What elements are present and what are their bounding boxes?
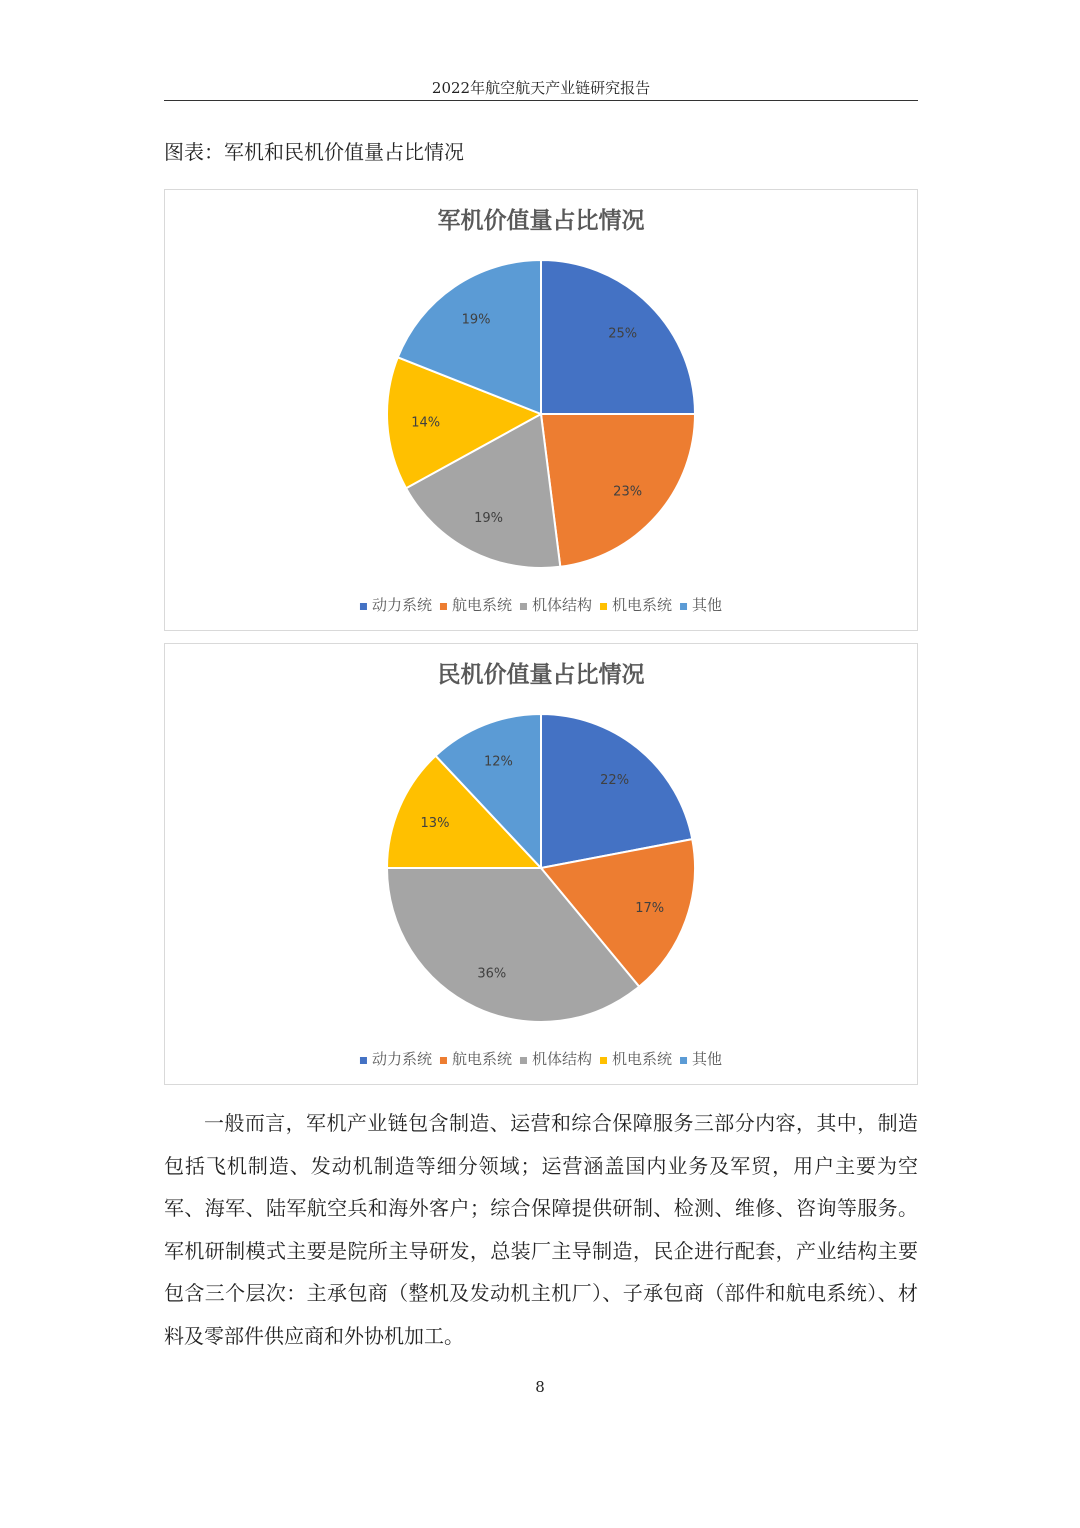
legend-item	[600, 1050, 672, 1068]
legend-label: 动力系统	[371, 1050, 432, 1068]
pie-slice-label: 14%	[411, 415, 441, 431]
chart-legend	[360, 596, 722, 614]
legend-label: 机电系统	[612, 1050, 673, 1068]
page-header	[164, 76, 918, 101]
chart-legend	[360, 1050, 722, 1068]
legend-label: 航电系统	[451, 1050, 512, 1068]
legend-label: 动力系统	[371, 596, 432, 614]
legend-item	[520, 1050, 592, 1068]
legend-swatch	[440, 603, 447, 610]
pie-slice-label: 17%	[635, 901, 665, 917]
military-pie-svg	[165, 190, 917, 630]
legend-item	[440, 596, 512, 614]
chart-title: 军机价值量占比情况	[437, 208, 645, 234]
legend-swatch	[600, 1057, 607, 1064]
civil-pie-chart	[164, 643, 918, 1085]
pie-slice-label: 22%	[600, 773, 630, 789]
legend-item	[360, 1050, 432, 1068]
civil-pie-svg	[165, 644, 917, 1084]
legend-label: 机体结构	[531, 1050, 593, 1068]
legend-item	[600, 596, 672, 614]
legend-item	[680, 1050, 722, 1068]
pie-slice-label: 12%	[484, 754, 513, 770]
legend-swatch	[360, 603, 367, 610]
pie-slice-label: 36%	[477, 966, 507, 982]
legend-swatch	[520, 1057, 527, 1064]
pie-slices	[387, 714, 695, 1022]
legend-label: 机电系统	[612, 596, 673, 614]
legend-swatch	[440, 1057, 447, 1064]
legend-item	[360, 596, 432, 614]
legend-label: 航电系统	[451, 596, 512, 614]
legend-swatch	[680, 603, 687, 610]
chart-title: 民机价值量占比情况	[437, 662, 645, 688]
pie-slices	[387, 260, 695, 568]
legend-swatch	[520, 603, 527, 610]
legend-label: 其他	[692, 596, 723, 614]
legend-swatch	[360, 1057, 367, 1064]
military-pie-chart	[164, 189, 918, 631]
header-title: 2022年航空航天产业链研究报告	[431, 79, 651, 97]
body-paragraph: 一般而言，军机产业链包含制造、运营和综合保障服务三部分内容，其中，制造包括飞机制造、发动机制造等细分领域；运营涵盖国内业务及军贸，用户主要为空军、海军、陆军航空兵和海外客户；综合保障提供研制、检测、维修、咨询等服务。军机研制模式主要是院所主导研发，总装厂主导制造，民企进行配套，产业结构主要包含三个层次：主承包商（整机及发动机主机厂）、子承包商（部件和航电系统）、材料及零部件供应商和外协机加工。	[164, 1111, 918, 1348]
legend-item	[520, 596, 592, 614]
pie-slice-label: 13%	[420, 816, 450, 832]
pie-slice-label: 23%	[613, 484, 643, 500]
pie-slice-label: 19%	[474, 510, 504, 526]
legend-label: 机体结构	[531, 596, 593, 614]
pie-slice-label: 19%	[461, 312, 491, 328]
legend-swatch	[680, 1057, 687, 1064]
legend-swatch	[600, 603, 607, 610]
legend-item	[440, 1050, 512, 1068]
figure-caption: 图表：军机和民机价值量占比情况	[164, 140, 464, 164]
legend-label: 其他	[692, 1050, 723, 1068]
page-number: 8	[535, 1378, 545, 1396]
pie-slice-label: 25%	[608, 326, 638, 342]
legend-item	[680, 596, 722, 614]
